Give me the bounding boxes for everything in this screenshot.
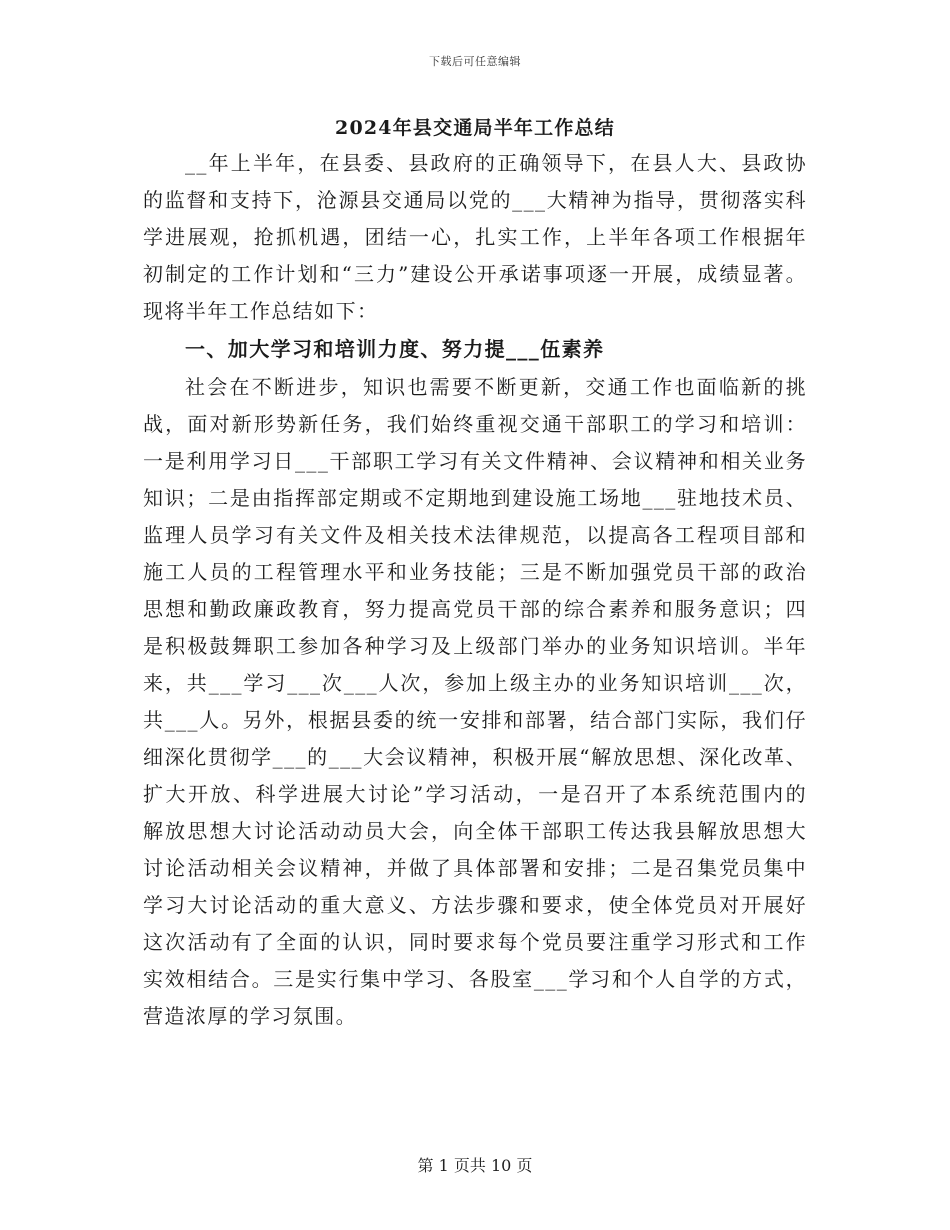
- paragraph-line: 是积极鼓舞职工参加各种学习及上级部门举办的业务知识培训。半年: [143, 634, 807, 658]
- paragraph-line: 的监督和支持下，沧源县交通局以党的___大精神为指导，贯彻落实科: [143, 188, 807, 212]
- page-number-footer: 第 1 页共 10 页: [417, 1156, 533, 1175]
- header-note: 下载后可任意编辑: [429, 55, 521, 68]
- paragraph-section-1: [143, 369, 807, 1035]
- paragraph-line: 学进展观，抢抓机遇，团结一心，扎实工作，上半年各项工作根据年: [143, 225, 807, 249]
- paragraph-line: 这次活动有了全面的认识，同时要求每个党员要注重学习形式和工作: [143, 930, 807, 954]
- paragraph-line: __年上半年，在县委、县政府的正确领导下，在县人大、县政协: [185, 151, 807, 175]
- paragraph-line: 营造浓厚的学习氛围。: [143, 1004, 357, 1028]
- paragraph-line: 一是利用学习日___干部职工学习有关文件精神、会议精神和相关业务: [143, 449, 807, 473]
- paragraph-line: 学习大讨论活动的重大意义、方法步骤和要求，使全体党员对开展好: [143, 893, 807, 917]
- paragraph-line: 解放思想大讨论活动动员大会，向全体干部职工传达我县解放思想大: [143, 819, 807, 843]
- paragraph-line: 实效相结合。三是实行集中学习、各股室___学习和个人自学的方式，: [143, 967, 807, 991]
- paragraph-intro: [143, 145, 807, 330]
- paragraph-line: 思想和勤政廉政教育，努力提高党员干部的综合素养和服务意识；四: [143, 597, 807, 621]
- paragraph-line: 来，共___学习___次___人次，参加上级主办的业务知识培训___次，: [143, 671, 807, 695]
- paragraph-line: 监理人员学习有关文件及相关技术法律规范，以提高各工程项目部和: [143, 523, 807, 547]
- paragraph-line: 施工人员的工程管理水平和业务技能；三是不断加强党员干部的政治: [143, 560, 807, 584]
- paragraph-line: 社会在不断进步，知识也需要不断更新，交通工作也面临新的挑: [185, 375, 807, 399]
- paragraph-line: 战，面对新形势新任务，我们始终重视交通干部职工的学习和培训：: [143, 412, 807, 436]
- paragraph-line: 共___人。另外，根据县委的统一安排和部署，结合部门实际，我们仔: [143, 708, 807, 732]
- document-body: [143, 145, 807, 1035]
- document-title: 2024年县交通局半年工作总结: [335, 117, 615, 139]
- paragraph-line: 扩大开放、科学进展大讨论”学习活动，一是召开了本系统范围内的: [143, 782, 807, 806]
- paragraph-line: 知识；二是由指挥部定期或不定期地到建设施工场地___驻地技术员、: [143, 486, 807, 510]
- paragraph-line: 细深化贯彻学___的___大会议精神，积极开展“解放思想、深化改革、: [143, 745, 807, 769]
- paragraph-line: 初制定的工作计划和“三力”建设公开承诺事项逐一开展，成绩显著。: [143, 262, 807, 286]
- paragraph-line: 现将半年工作总结如下：: [143, 299, 379, 323]
- section-heading-1: 一、加大学习和培训力度、努力提___伍素养: [185, 337, 605, 361]
- paragraph-line: 讨论活动相关会议精神，并做了具体部署和安排；二是召集党员集中: [143, 856, 807, 880]
